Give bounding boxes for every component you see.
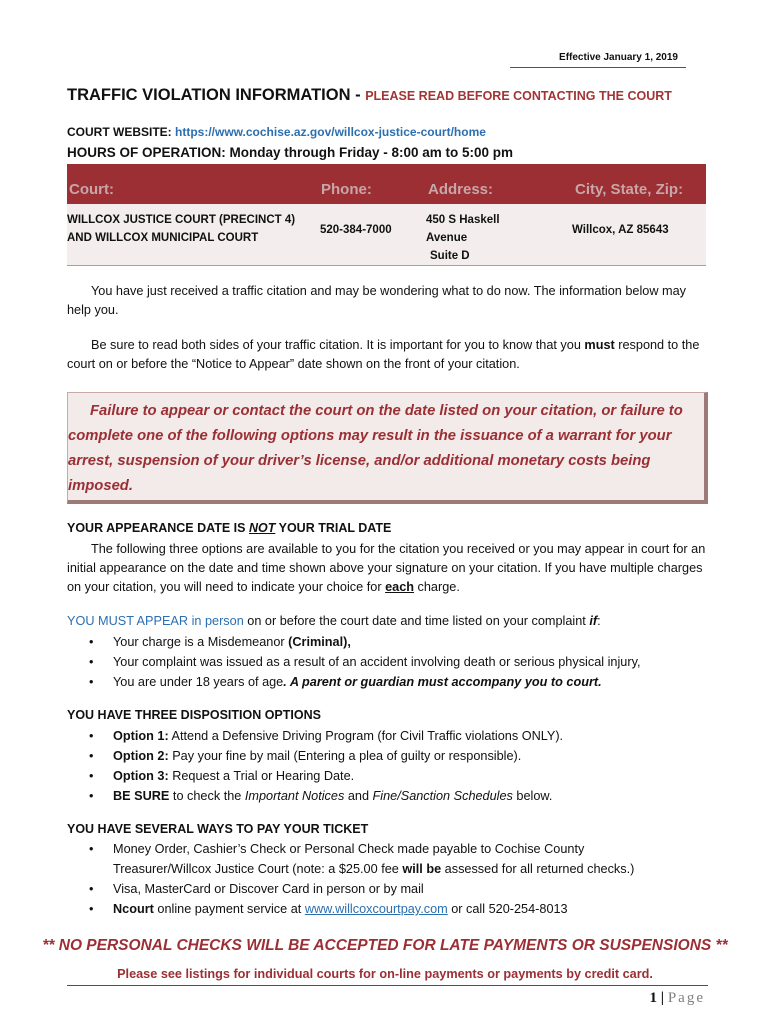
option2-label: Option 2:	[113, 749, 169, 763]
list-item: • Option 2: Pay your fine by mail (Entering a plea of guilty or responsible).	[89, 749, 522, 763]
pay-bullet1-line1: Money Order, Cashier’s Check or Personal Check made payable to Cochise County	[113, 842, 585, 856]
court-line-2: AND WILLCOX MUNICIPAL COURT	[67, 232, 259, 244]
header-address: Address:	[428, 181, 494, 198]
be-sure-label: BE SURE	[113, 789, 170, 803]
appearance-each: each	[385, 580, 414, 594]
intro2-text-b: respond to the court on or before the “Notice to Appear” date shown on the front of your citation.	[67, 338, 700, 371]
must-appear-list	[67, 632, 641, 692]
title-main: TRAFFIC VIOLATION INFORMATION -	[67, 86, 366, 104]
must-appear-colon: :	[597, 614, 601, 628]
appearance-heading-b: YOUR TRIAL DATE	[275, 521, 392, 535]
address-line-1: 450 S Haskell	[426, 214, 500, 226]
fine-schedules: Fine/Sanction Schedules	[372, 789, 513, 803]
address-line-2: Avenue	[426, 232, 468, 244]
list-item: • Ncourt online payment service at www.willcoxcourtpay.com or call 520-254-8013	[89, 902, 568, 916]
header-phone: Phone:	[321, 181, 372, 198]
pay-bullet3-b: or call 520-254-8013	[447, 902, 568, 916]
page-number-sep: |	[657, 990, 668, 1006]
appearance-text-b: charge.	[414, 580, 460, 594]
pay-bullet1-line2-b: assessed for all returned checks.)	[441, 862, 635, 876]
hours-of-operation: HOURS OF OPERATION: Monday through Friday - 8:00 am to 5:00 pm	[67, 145, 514, 160]
must-appear-if: if	[589, 614, 598, 628]
disposition-heading: YOU HAVE THREE DISPOSITION OPTIONS	[67, 708, 321, 722]
list-item: • Money Order, Cashier’s Check or Personal Check made payable to Cochise County Treasurer/Willcox Justice Court (note: a $25.00 fee will be assessed for all returned checks.)	[89, 842, 635, 876]
appearance-heading	[67, 521, 391, 535]
pay-bullet1-will-be: will be	[402, 862, 442, 876]
appearance-text-a: The following three options are available to you for the citation you received or you may appear in court for an initial appearance on the date and time shown above your signature on your citation. If you have multiple charges on your citation, you will need to indicate your choice for	[67, 542, 706, 594]
list-item: • Option 3: Request a Trial or Hearing Date.	[89, 769, 355, 783]
list-item: • BE SURE to check the Important Notices and Fine/Sanction Schedules below.	[89, 789, 553, 803]
appearance-heading-not: NOT	[248, 521, 276, 535]
pay-bullet1-line2-a: Treasurer/Willcox Justice Court (note: a $25.00 fee	[113, 862, 403, 876]
in-person-label: in person	[188, 614, 244, 628]
must-appear-label: YOU MUST APPEAR	[67, 614, 189, 628]
table-header-row	[67, 164, 706, 204]
warning-text	[68, 399, 704, 499]
phone-cell: 520-384-7000	[320, 224, 392, 236]
be-sure-a: to check the	[169, 789, 245, 803]
must-appear-lead	[67, 612, 707, 631]
intro2-must: must	[584, 338, 615, 352]
appearance-paragraph	[67, 540, 707, 597]
pay-heading: YOU HAVE SEVERAL WAYS TO PAY YOUR TICKET	[67, 822, 369, 836]
list-item: • You are under 18 years of age. A parent or guardian must accompany you to court.	[89, 675, 602, 689]
be-sure-b: below.	[512, 789, 553, 803]
be-sure-and: and	[344, 789, 373, 803]
option1-label: Option 1:	[113, 729, 169, 743]
option3-label: Option 3:	[113, 769, 169, 783]
warning-message: Failure to appear or contact the court on the date listed on your citation, or failure to complete one of the following options may result in the issuance of a warrant for your arrest, suspension of your driver’s license, and/or additional monetary costs being imposed.	[68, 403, 683, 494]
list-item: • Option 1: Attend a Defensive Driving Program (for Civil Traffic violations ONLY).	[89, 729, 564, 743]
title-sub: PLEASE READ BEFORE CONTACTING THE COURT	[365, 89, 672, 103]
address-line-3: Suite D	[430, 250, 470, 262]
effective-date: Effective January 1, 2019	[559, 52, 678, 63]
bottom-rule	[67, 985, 708, 986]
court-website	[67, 125, 486, 139]
page-number-value: 1	[649, 990, 658, 1006]
list-item: • Visa, MasterCard or Discover Card in person or by mail	[89, 882, 424, 896]
willcox-courtpay-link[interactable]: www.willcoxcourtpay.com	[304, 902, 448, 916]
intro-paragraph-2	[67, 336, 707, 374]
website-label: COURT WEBSITE:	[67, 125, 175, 139]
option3-text: Request a Trial or Hearing Date.	[168, 769, 355, 783]
header-court: Court:	[69, 181, 114, 198]
list-item: • Your complaint was issued as a result of an accident involving death or serious physical injury,	[89, 655, 641, 669]
warning-box	[67, 392, 708, 504]
list-item: • Your charge is a Misdemeanor (Criminal),	[89, 635, 351, 649]
pay-bullet2: Visa, MasterCard or Discover Card in person or by mail	[113, 882, 424, 896]
intro2-text-a: Be sure to read both sides of your traffic citation. It is important for you to know that you	[91, 338, 585, 352]
court-name-cell	[67, 211, 295, 247]
bullet3-bold: . A parent or guardian must accompany you to court.	[283, 675, 602, 689]
effective-rule	[510, 67, 686, 68]
no-personal-checks-notice: ** NO PERSONAL CHECKS WILL BE ACCEPTED FOR LATE PAYMENTS OR SUSPENSIONS **	[42, 937, 728, 954]
disposition-list	[67, 726, 563, 806]
table-row	[67, 204, 706, 265]
page-title	[67, 86, 672, 105]
important-notices: Important Notices	[244, 789, 345, 803]
city-cell: Willcox, AZ 85643	[572, 224, 669, 236]
ncourt-label: Ncourt	[113, 902, 154, 916]
page-label: Page	[667, 990, 705, 1006]
pay-bullet3-a: online payment service at	[153, 902, 305, 916]
website-link[interactable]: https://www.cochise.az.gov/willcox-justice-court/home	[175, 125, 486, 139]
intro1-text: You have just received a traffic citation and may be wondering what to do now. The information below may help you.	[67, 284, 687, 317]
address-cell	[426, 211, 500, 265]
online-payments-note: Please see listings for individual courts for on-line payments or payments by credit card.	[117, 967, 653, 981]
bullet1-text: Your charge is a Misdemeanor	[113, 635, 289, 649]
option2-text: Pay your fine by mail (Entering a plea of guilty or responsible).	[168, 749, 522, 763]
appearance-heading-a: YOUR APPEARANCE DATE IS	[67, 521, 249, 535]
option1-text: Attend a Defensive Driving Program (for Civil Traffic violations ONLY).	[168, 729, 564, 743]
intro-paragraph-1	[67, 282, 707, 320]
court-line-1: WILLCOX JUSTICE COURT (PRECINCT 4)	[67, 214, 296, 226]
must-appear-rest: on or before the court date and time listed on your complaint	[243, 614, 590, 628]
page-number	[650, 990, 705, 1007]
header-city: City, State, Zip:	[575, 181, 684, 198]
bullet3-text: You are under 18 years of age	[113, 675, 284, 689]
pay-list	[67, 839, 634, 919]
court-info-table	[67, 164, 706, 266]
bullet2-text: Your complaint was issued as a result of an accident involving death or serious physical injury,	[113, 655, 641, 669]
bullet1-bold: (Criminal),	[288, 635, 351, 649]
